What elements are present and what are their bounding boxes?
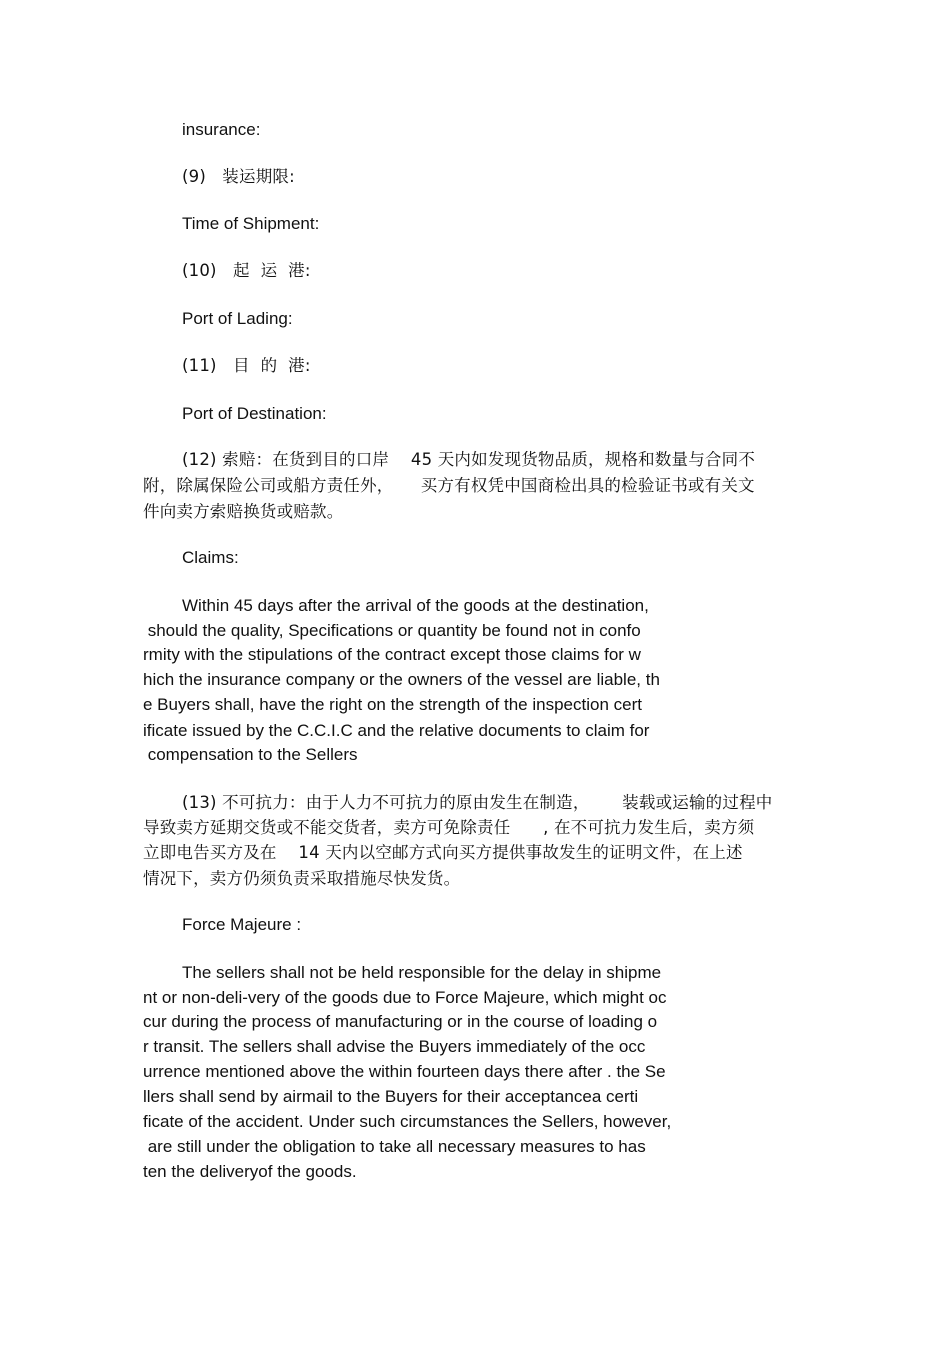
paragraph-line: ficate of the accident. Under such circumstances the Sellers, however, bbox=[143, 1112, 672, 1131]
paragraph-line: 件向卖方索赔换货或赔款。 bbox=[143, 502, 344, 521]
paragraph-line: r transit. The sellers shall advise the Buyers immediately of the occ bbox=[143, 1037, 646, 1056]
paragraph-line: llers shall send by airmail to the Buyers for their acceptancea certi bbox=[143, 1087, 639, 1106]
item-11-heading: (11) 目 的 港: bbox=[182, 356, 311, 375]
paragraph-line: (13) 不可抗力：由于人力不可抗力的原由发生在制造， 装载或运输的过程中 bbox=[182, 793, 773, 812]
paragraph-line: are still under the obligation to take all necessary measures to has bbox=[143, 1137, 646, 1156]
insurance-label: insurance: bbox=[182, 120, 261, 139]
paragraph-line: cur during the process of manufacturing or in the course of loading o bbox=[143, 1012, 658, 1031]
paragraph-line: (12) 索赔：在货到目的口岸 45 天内如发现货物品质，规格和数量与合同不 bbox=[182, 450, 756, 469]
paragraph-line: 附，除属保险公司或船方责任外， 买方有权凭中国商检出具的检验证书或有关文 bbox=[143, 476, 755, 495]
paragraph-line: nt or non-deli-very of the goods due to Force Majeure, which might oc bbox=[143, 988, 667, 1007]
paragraph-line: 导致卖方延期交货或不能交货者，卖方可免除责任 , 在不可抗力发生后，卖方须 bbox=[143, 818, 755, 837]
time-of-shipment-label: Time of Shipment: bbox=[182, 214, 320, 233]
paragraph-line: e Buyers shall, have the right on the strength of the inspection cert bbox=[143, 695, 642, 714]
paragraph-line: urrence mentioned above the within fourteen days there after . the Se bbox=[143, 1062, 666, 1081]
paragraph-line: should the quality, Specifications or quantity be found not in confo bbox=[143, 621, 641, 640]
paragraph-line: The sellers shall not be held responsible for the delay in shipme bbox=[182, 963, 662, 982]
paragraph-line: 立即电告买方及在 14 天内以空邮方式向买方提供事故发生的证明文件，在上述 bbox=[143, 843, 743, 862]
port-of-destination-label: Port of Destination: bbox=[182, 404, 327, 423]
item-10-heading: (10) 起 运 港: bbox=[182, 261, 311, 280]
paragraph-line: Within 45 days after the arrival of the goods at the destination, bbox=[182, 596, 649, 615]
force-majeure-title: Force Majeure : bbox=[182, 915, 302, 934]
paragraph-line: 情况下，卖方仍须负责采取措施尽快发货。 bbox=[143, 869, 461, 888]
paragraph-line: ificate issued by the C.C.I.C and the relative documents to claim for bbox=[143, 721, 650, 740]
paragraph-line: hich the insurance company or the owners of the vessel are liable, th bbox=[143, 670, 660, 689]
paragraph-line: ten the deliveryof the goods. bbox=[143, 1162, 357, 1181]
port-of-lading-label: Port of Lading: bbox=[182, 309, 293, 328]
paragraph-line: compensation to the Sellers bbox=[143, 745, 358, 764]
claims-title: Claims: bbox=[182, 548, 239, 567]
item-9-heading: (9) 装运期限: bbox=[182, 167, 295, 186]
paragraph-line: rmity with the stipulations of the contract except those claims for w bbox=[143, 645, 641, 664]
